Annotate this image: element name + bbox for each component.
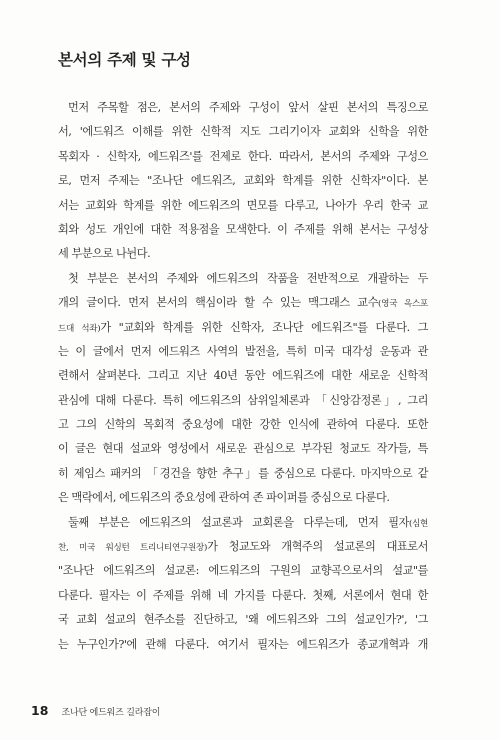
text-line: 는 이 글에서 먼저 에드워즈 사역의 발전을, 특히 미국 대각성 운동과 관 xyxy=(58,344,428,358)
text-line: "조나단 에드워즈의 설교론: 에드워즈의 구원의 교향곡으로서의 설교"를 xyxy=(58,564,428,578)
page-footer xyxy=(31,700,160,719)
section-heading: 본서의 주제 및 구성 xyxy=(58,51,191,69)
text-line: 고 그의 신학의 목회적 중요성에 대한 강한 인식에 관하여 다룬다. 또한 xyxy=(58,418,428,432)
author-affiliation-note: 드대 석좌) xyxy=(58,323,101,334)
text-line xyxy=(58,316,428,340)
text-line: 는 누구인가?'에 관해 다룬다. 여기서 필자는 에드워즈가 종교개혁과 개 xyxy=(58,637,428,651)
author-affiliation-note: 찬, 미국 워싱턴 트리니티연구원장) xyxy=(58,543,208,554)
text-line: 관심에 대해 다룬다. 특히 에드워즈의 삼위일체론과 「신앙감정론」, 그리 xyxy=(58,393,428,407)
text-line xyxy=(58,535,428,559)
text-line: 다룬다. 필자는 이 주제를 위해 네 가지를 다룬다. 첫째, 서론에서 현대 한 xyxy=(58,588,428,602)
text-line: 이 글은 현대 설교와 영성에서 새로운 관심으로 부각된 청교도 작가들, 특 xyxy=(58,442,428,456)
author-affiliation-note: (영국 옥스포 xyxy=(378,299,428,310)
text-line: 로, 먼저 주제는 "조나단 에드워즈, 교회와 학계를 위한 신학자"이다. 본 xyxy=(58,174,428,188)
text-line: 련해서 살펴본다. 그리고 지난 40년 동안 에드워즈에 대한 새로운 신학적 xyxy=(58,369,428,383)
text-segment: 가 청교도와 개혁주의 설교론의 대표로서 xyxy=(207,540,428,554)
page-number: 18 xyxy=(31,703,49,718)
text-line: 목회자 · 신학자, 에드워즈'를 전제로 한다. 따라서, 본서의 주제와 구성으 xyxy=(58,149,428,163)
author-affiliation-note: (심현 xyxy=(408,518,428,529)
text-line: 은 맥락에서, 에드워즈의 중요성에 관하여 존 파이퍼를 중심으로 다룬다. xyxy=(58,491,390,505)
text-line xyxy=(58,291,428,315)
text-segment: 가 "교회와 학계를 위한 신학자, 조나단 에드워즈"를 다룬다. 그 xyxy=(100,320,428,334)
text-line: 서는 교회와 학계를 위한 에드워즈의 면모를 다루고, 나아가 우리 한국 교 xyxy=(58,198,428,212)
text-line xyxy=(58,511,428,535)
text-line: 세 부분으로 나뉜다. xyxy=(58,247,151,261)
text-segment: 둘째 부분은 에드워즈의 설교론과 교회론을 다루는데, 먼저 필자 xyxy=(68,515,409,529)
text-line: 먼저 주목할 점은, 본서의 주제와 구성이 앞서 살핀 본서의 특징으로 xyxy=(68,101,428,114)
body-text xyxy=(58,96,428,657)
text-line: 회와 성도 개인에 대한 적용점을 모색한다. 이 주제를 위해 본서는 구성상 xyxy=(58,222,428,236)
text-line: 서, '에드워즈 이해를 위한 신학적 지도 그리기이자 교회와 신학을 위한 xyxy=(58,125,428,139)
running-title: 조나단 에드워즈 길라잡이 xyxy=(61,708,161,718)
text-line: 국 교회 설교의 현주소를 진단하고, '왜 에드워즈와 그의 설교인가?', '그 xyxy=(58,613,428,627)
text-line: 히 제임스 패커의 「경건을 향한 추구」를 중심으로 다룬다. 마지막으로 같 xyxy=(58,466,428,480)
text-segment: 개의 글이다. 먼저 본서의 핵심이라 할 수 있는 맥그래스 교수 xyxy=(58,296,379,310)
text-line: 첫 부분은 본서의 주제와 에드워즈의 작품을 전반적으로 개괄하는 두 xyxy=(68,271,428,285)
